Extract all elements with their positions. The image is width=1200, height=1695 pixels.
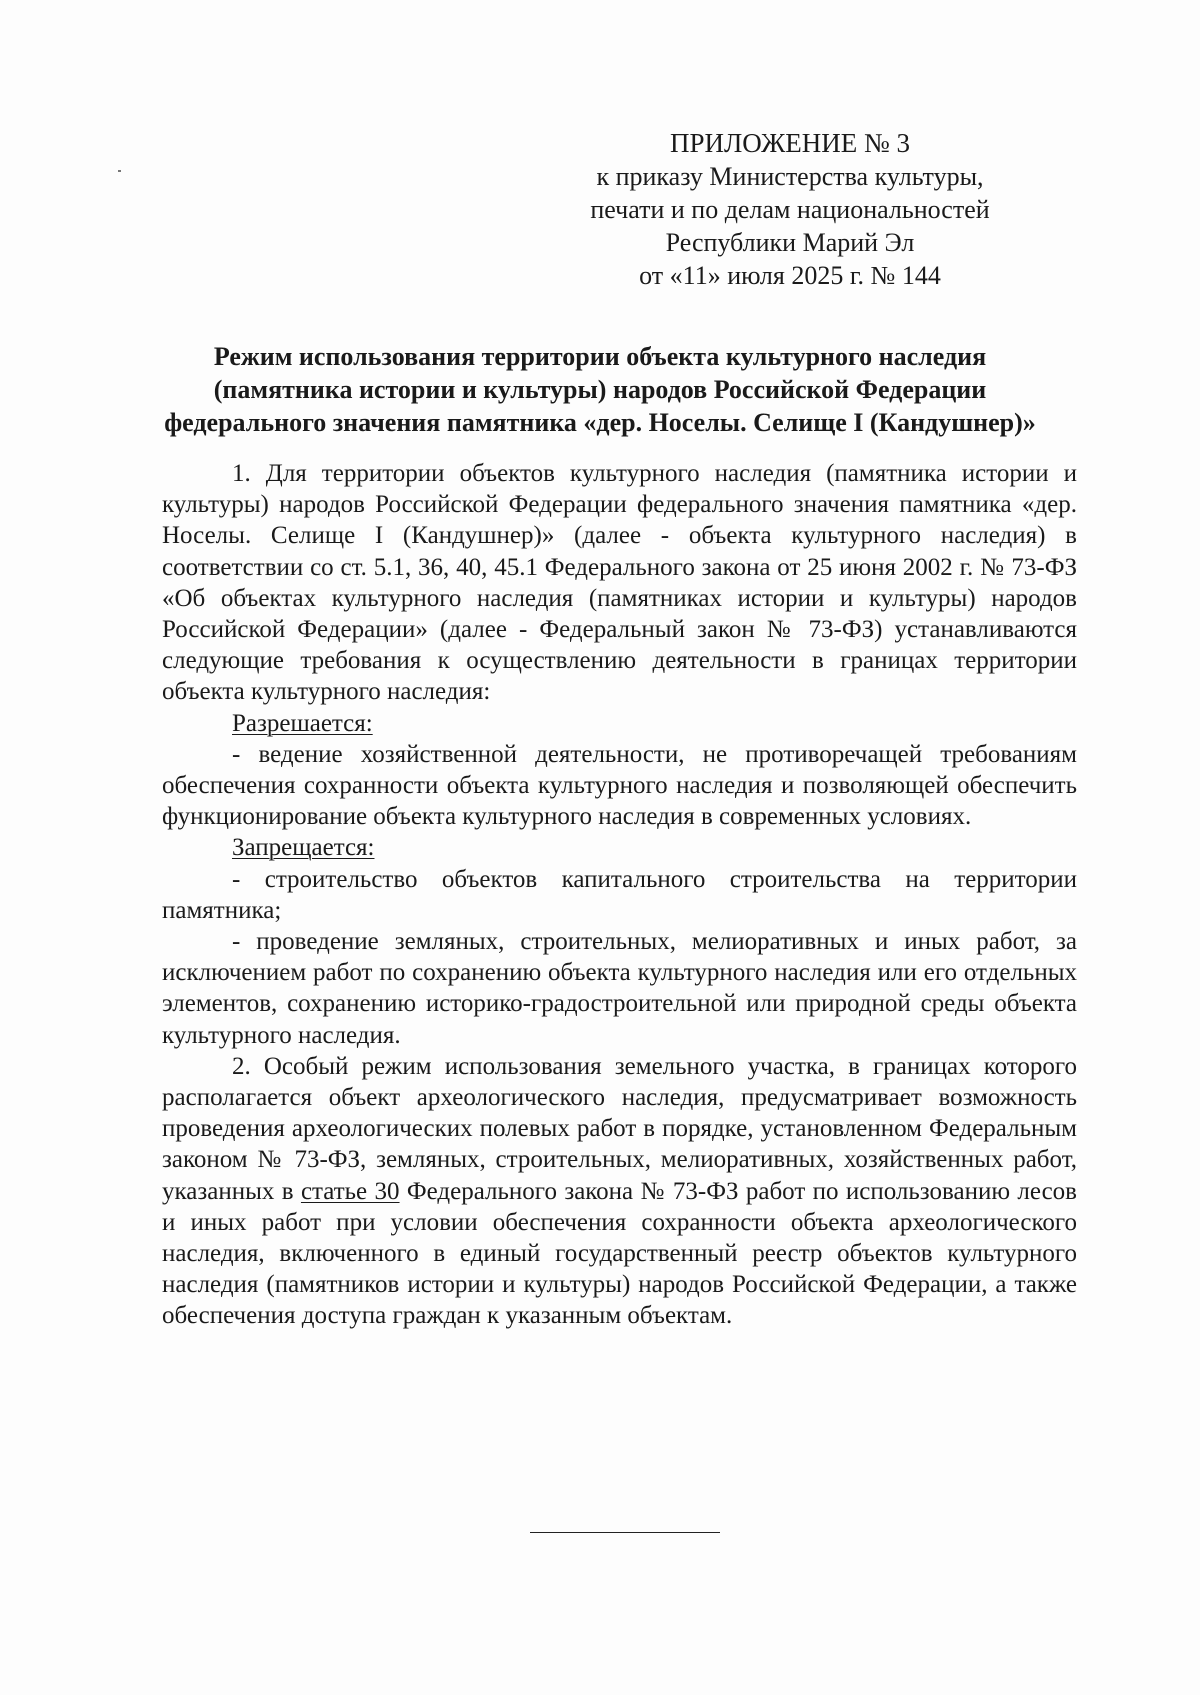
article-30-link[interactable]: статье 30 — [300, 1177, 400, 1205]
forbidden-item-1: - строительство объектов капитального строительства на территории памятника; — [162, 865, 1077, 924]
forbidden-label: Запрещается: — [232, 834, 375, 862]
end-separator-line — [530, 1532, 720, 1533]
allowed-heading — [162, 708, 1077, 739]
paragraph-2 — [162, 1051, 1077, 1332]
document-title-line-3: федерального значения памятника «дер. Носелы. Селище I (Кандушнер)» — [164, 408, 1036, 437]
paragraph-1: 1. Для территории объектов культурного наследия (памятника истории и культуры) народов Российской Федерации федерального значения памятника «дер. Носелы. Селище I (Кандушнер)» (далее - объекта культурного наследия) в соответствии со ст. 5.1, 36, 40, 45.1 Федерального закона от 25 июня 2002 г. № 73-ФЗ «Об объектах культурного наследия (памятниках истории и культуры) народов Российской Федерации» (далее - Федеральный закон № 73-ФЗ) устанавливаются следующие требования к осуществлению деятельности в границах территории объекта культурного наследия: — [162, 460, 1077, 706]
document-title-line-2: (памятника истории и культуры) народов Российской Федерации — [213, 375, 987, 404]
paragraph-2-text-start: 2. Особый режим использования земельного участка, в границах которого располагается объект археологического наследия, предусматривает возможность проведения археологических полевых работ в порядке, установленном Федеральным законом № 73-ФЗ, земляных, строительных, мелиоративных, хозяйственных работ, указанных в — [162, 1052, 1077, 1205]
annex-order-line-3: Республики Марий Эл — [665, 228, 915, 257]
forbidden-item-2: - проведение земляных, строительных, мелиоративных и иных работ, за исключением работ по сохранению объекта культурного наследия или его отдельных элементов, сохранению историко-градостроительной или природной среды объекта культурного наследия. — [162, 928, 1077, 1049]
paragraph-2-text-end: Федерального закона № 73-ФЗ работ по использованию лесов и иных работ при условии обеспечения сохранности объекта археологического наследия, включенного в единый государственный реестр объектов культурного наследия (памятников истории и культуры) народов Российской Федерации, а также обеспечения доступа граждан к указанным объектам. — [162, 1177, 1077, 1330]
allowed-item-1: - ведение хозяйственной деятельности, не противоречащей требованиям обеспечения сохранности объекта культурного наследия и позволяющей обеспечить функционирование объекта культурного наследия в современных условиях. — [162, 740, 1077, 831]
document-title-line-1: Режим использования территории объекта культурного наследия — [213, 342, 987, 371]
document-body — [162, 458, 1077, 1332]
forbidden-heading — [162, 832, 1077, 863]
annex-title: ПРИЛОЖЕНИЕ № 3 — [669, 128, 911, 158]
allowed-label: Разрешается: — [232, 709, 373, 737]
annex-order-line-2: печати и по делам национальностей — [590, 195, 990, 224]
scan-speck — [118, 170, 121, 172]
annex-header — [560, 127, 1020, 292]
annex-order-line-1: к приказу Министерства культуры, — [596, 162, 984, 191]
annex-order-date: от «11» июля 2025 г. № 144 — [639, 261, 941, 290]
document-title — [140, 340, 1060, 439]
